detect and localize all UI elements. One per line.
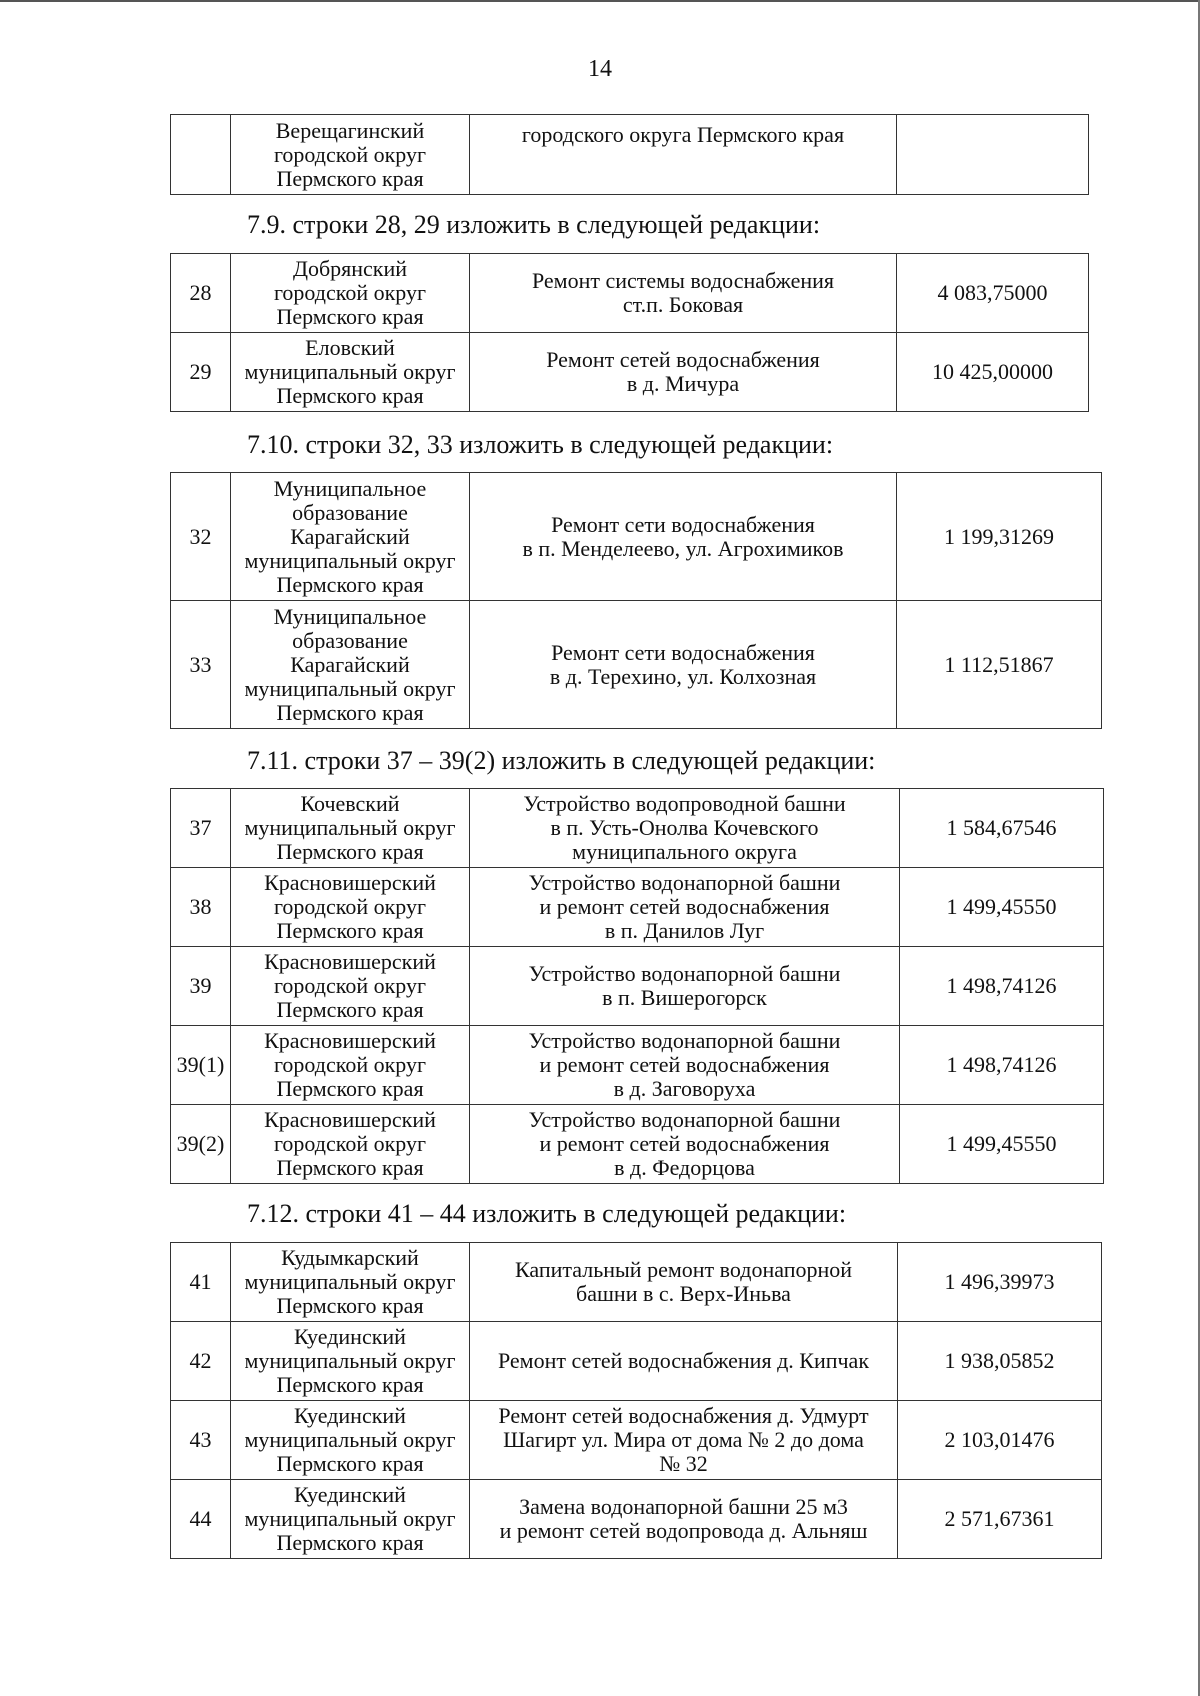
row-amount: 1 498,74126 [900,947,1104,1026]
table-row [171,254,1089,333]
row-number: 39 [171,947,231,1026]
row-municipality: Куединский муниципальный округ Пермского края [231,1480,470,1559]
section-table-7-9 [170,253,1089,412]
row-number: 41 [171,1243,231,1322]
row-amount [897,115,1089,195]
section-heading-7-11: 7.11. строки 37 – 39(2) изложить в следующей редакции: [247,746,876,775]
table-row [171,868,1104,947]
row-amount: 1 199,31269 [897,473,1102,601]
table-row [171,115,1089,195]
row-number: 38 [171,868,231,947]
section-table-7-11 [170,788,1104,1184]
section-heading-7-10: 7.10. строки 32, 33 изложить в следующей редакции: [247,430,834,459]
row-number: 44 [171,1480,231,1559]
row-municipality: Муниципальное образование Карагайский муниципальный округ Пермского края [231,601,470,729]
row-amount: 1 938,05852 [898,1322,1102,1401]
section-table-7-12 [170,1242,1102,1559]
row-description: Ремонт системы водоснабжения ст.п. Боковая [470,254,897,333]
table-row [171,1105,1104,1184]
row-number: 28 [171,254,231,333]
row-description: Устройство водонапорной башни и ремонт сетей водоснабжения в д. Федорцова [470,1105,900,1184]
row-number: 43 [171,1401,231,1480]
row-municipality: Добрянский городской округ Пермского края [231,254,470,333]
row-amount: 1 499,45550 [900,1105,1104,1184]
section-table-7-10 [170,472,1102,729]
table-row [171,947,1104,1026]
table-row [171,1243,1102,1322]
row-description: Устройство водонапорной башни в п. Вишерогорск [470,947,900,1026]
row-municipality: Куединский муниципальный округ Пермского края [231,1401,470,1480]
row-municipality: Еловский муниципальный округ Пермского края [231,333,470,412]
row-description: городского округа Пермского края [470,115,897,195]
row-number: 33 [171,601,231,729]
row-municipality: Верещагинский городской округ Пермского края [231,115,470,195]
table-row [171,601,1102,729]
table-row [171,1322,1102,1401]
row-description: Ремонт сети водоснабжения в п. Менделеево, ул. Агрохимиков [470,473,897,601]
row-municipality: Куединский муниципальный округ Пермского края [231,1322,470,1401]
row-description: Ремонт сети водоснабжения в д. Терехино, ул. Колхозная [470,601,897,729]
row-description: Устройство водонапорной башни и ремонт сетей водоснабжения в п. Данилов Луг [470,868,900,947]
row-amount: 10 425,00000 [897,333,1089,412]
scan-edge-top [0,0,1200,2]
row-description: Замена водонапорной башни 25 м3 и ремонт сетей водопровода д. Альняш [470,1480,898,1559]
row-description: Ремонт сетей водоснабжения д. Удмурт Шагирт ул. Мира от дома № 2 до дома № 32 [470,1401,898,1480]
row-description: Устройство водопроводной башни в п. Усть-Онолва Кочевского муниципального округа [470,789,900,868]
table-row [171,1401,1102,1480]
row-description: Устройство водонапорной башни и ремонт сетей водоснабжения в д. Заговоруха [470,1026,900,1105]
row-number: 39(2) [171,1105,231,1184]
row-amount: 1 498,74126 [900,1026,1104,1105]
table-row [171,1480,1102,1559]
page-number: 14 [588,56,612,82]
row-number: 37 [171,789,231,868]
row-description: Капитальный ремонт водонапорной башни в с. Верх-Иньва [470,1243,898,1322]
row-amount: 1 584,67546 [900,789,1104,868]
row-municipality: Красновишерский городской округ Пермского края [231,868,470,947]
table-row [171,333,1089,412]
row-number: 42 [171,1322,231,1401]
row-municipality: Кочевский муниципальный округ Пермского края [231,789,470,868]
row-amount: 1 499,45550 [900,868,1104,947]
row-municipality: Красновишерский городской округ Пермского края [231,947,470,1026]
row-amount: 1 496,39973 [898,1243,1102,1322]
continuation-table [170,114,1089,195]
section-heading-7-12: 7.12. строки 41 – 44 изложить в следующей редакции: [247,1199,847,1228]
row-number [171,115,231,195]
row-description: Ремонт сетей водоснабжения д. Кипчак [470,1322,898,1401]
table-row [171,473,1102,601]
row-number: 32 [171,473,231,601]
row-municipality: Кудымкарский муниципальный округ Пермского края [231,1243,470,1322]
table-row [171,789,1104,868]
row-number: 29 [171,333,231,412]
row-number: 39(1) [171,1026,231,1105]
row-amount: 2 571,67361 [898,1480,1102,1559]
section-heading-7-9: 7.9. строки 28, 29 изложить в следующей редакции: [247,210,821,239]
row-municipality: Муниципальное образование Карагайский муниципальный округ Пермского края [231,473,470,601]
row-municipality: Красновишерский городской округ Пермского края [231,1105,470,1184]
row-description: Ремонт сетей водоснабжения в д. Мичура [470,333,897,412]
row-amount: 2 103,01476 [898,1401,1102,1480]
row-amount: 1 112,51867 [897,601,1102,729]
row-municipality: Красновишерский городской округ Пермского края [231,1026,470,1105]
table-row [171,1026,1104,1105]
row-amount: 4 083,75000 [897,254,1089,333]
